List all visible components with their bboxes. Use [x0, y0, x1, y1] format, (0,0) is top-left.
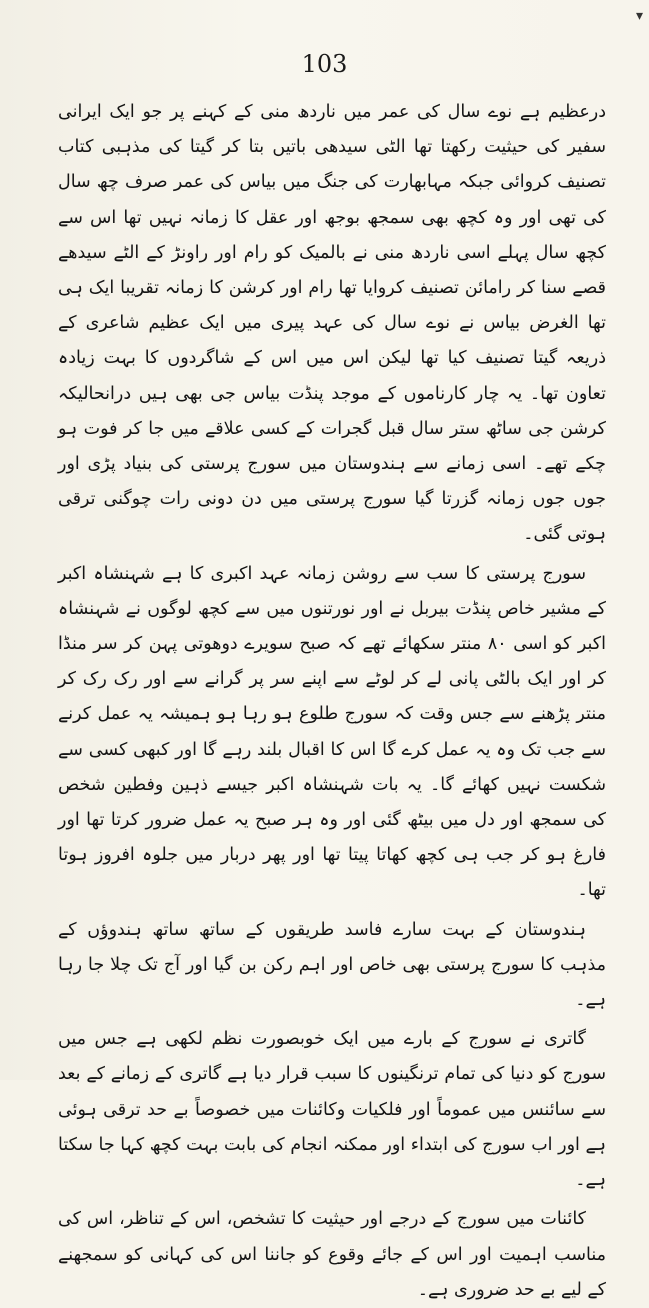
- paragraph-5: کائنات میں سورج کے درجے اور حیثیت کا تشخص، اس کے تناظر، اس کی مناسب اہمیت اور اس کے جائے وقوع کو جاننا اس کی کہانی کو سمجھنے کے لیے بے حد ضروری ہے۔: [58, 1209, 606, 1300]
- page-body: [58, 95, 606, 1308]
- paragraph-2: سورج پرستی کا سب سے روشن زمانہ عہد اکبری کا ہے شہنشاہ اکبر کے مشیر خاص پنڈت بیربل نے اور نورتنوں میں سے کچھ لوگوں نے شہنشاہ اکبر کو اسی ۸۰ منتر سکھائے تھے کہ صبح سویرے دوھوتی پہن کر سر منڈا کر اور ایک بالٹی پانی لے کر لوٹے سے اپنے سر پر گرانے سے اور رک رک کر منتر پڑھنے سے جس وقت کہ سورج طلوع ہو رہا ہو ہمیشہ یہ عمل کرنے سے جب تک وہ یہ عمل کرے گا اس کا اقبال بلند رہے گا اور کبھی کسی سے شکست نہیں کھائے گا۔ یہ بات شہنشاہ اکبر جیسے ذہین وفطین شخص کی سمجھ اور دل میں بیٹھ گئی اور وہ ہر صبح یہ عمل ضرور کرتا تھا اور فارغ ہو کر جب ہی کچھ کھاتا پیتا تھا اور پھر دربار میں جلوہ افروز ہوتا تھا۔: [58, 563, 606, 901]
- paragraph-1: درعظیم ہے نوے سال کی عمر میں ناردھ منی کے کہنے پر جو ایک ایرانی سفیر کی حیثیت رکھتا تھا الٹی سیدھی باتیں بتا کر گیتا کی مذہبی کتاب تصنیف کروائی جبکہ مہابھارت کی جنگ میں بیاس کی عمر صرف چھ سال کی تھی اور وہ کچھ بھی سمجھ بوجھ اور عقل کا زمانہ نہیں تھا اس سے کچھ سال پہلے اسی ناردھ منی نے بالمیک کو رام اور راونڑ کے الٹے سیدھے قصے سنا کر رامائن تصنیف کروایا تھا رام اور کرشن کا زمانہ تقریبا ایک ہی تھا الغرض بیاس نے نوے سال کی عہد پیری میں ایک عظیم شاعری کے ذریعہ گیتا تصنیف کیا تھا لیکن اس میں اس کے شاگردوں کا بہت زیادہ تعاون تھا۔ یہ چار کارناموں کے موجد پنڈت بیاس جی بھی ہیں درانحالیکہ کرشن جی ساٹھ ستر سال قبل گجرات کے کسی علاقے میں جا کر فوت ہو چکے تھے۔ اسی زمانے سے ہندوستان میں سورج پرستی کی بنیاد پڑی اور جوں جوں زمانہ گزرتا گیا سورج پرستی میں دن دونی رات چوگنی ترقی ہوتی گئی۔: [58, 102, 606, 545]
- paragraph-4: گاتری نے سورج کے بارے میں ایک خوبصورت نظم لکھی ہے جس میں سورج کو دنیا کی تمام ترنگینوں کا سبب قرار دیا ہے گاتری کے زمانے کے بعد سے سائنس میں عموماً اور فلکیات وکائنات میں خصوصاً بے حد ترقی ہوئی ہے اور اب سورج کی ابتداء اور ممکنہ انجام کی بابت بہت کچھ کہا جا سکتا ہے۔: [58, 1029, 606, 1191]
- page-number: 103: [301, 50, 348, 78]
- corner-mark: ▾: [635, 8, 643, 24]
- paragraph-3: ہندوستان کے بہت سارے فاسد طریقوں کے ساتھ ساتھ ہندوؤں کے مذہب کا سورج پرستی بھی خاص اور اہم رکن بن گیا اور آج تک چلا جا رہا ہے۔: [58, 919, 606, 1011]
